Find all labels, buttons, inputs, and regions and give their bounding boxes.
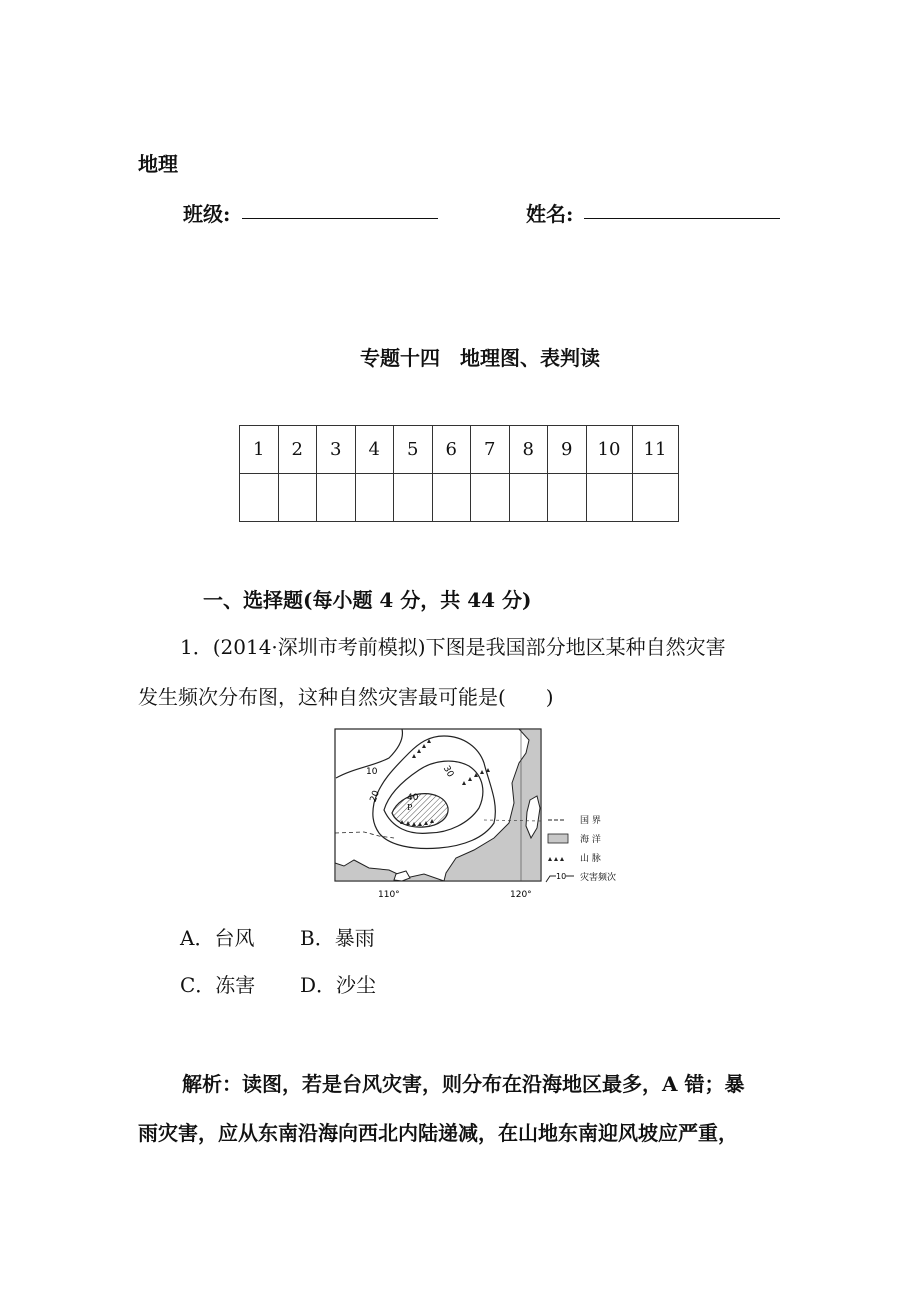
legend-mountain-icon bbox=[548, 857, 564, 861]
answer-cell[interactable] bbox=[509, 474, 548, 522]
map-legend bbox=[546, 815, 616, 883]
option-b[interactable]: B．暴雨 bbox=[300, 926, 375, 950]
legend-mountain-label: 山 脉 bbox=[580, 854, 601, 864]
table-cell-number: 3 bbox=[317, 426, 356, 474]
subject-label: 地理 bbox=[138, 152, 178, 176]
question-1-line-1: 1．(2014·深圳市考前模拟)下图是我国部分地区某种自然灾害 bbox=[180, 635, 726, 659]
option-a[interactable]: A．台风 bbox=[180, 926, 255, 950]
table-cell-number: 2 bbox=[278, 426, 317, 474]
answer-cell[interactable] bbox=[355, 474, 394, 522]
legend-contour-label: 灾害频次 bbox=[580, 873, 617, 883]
question-1-line-2: 发生频次分布图，这种自然灾害最可能是( ) bbox=[138, 685, 554, 709]
contour-label-20: 20 bbox=[368, 789, 382, 804]
section-title: 一、选择题(每小题 4 分，共 44 分) bbox=[203, 588, 532, 612]
contour-label-10: 10 bbox=[366, 767, 378, 777]
table-cell-number: 6 bbox=[432, 426, 471, 474]
answer-cell[interactable] bbox=[317, 474, 356, 522]
analysis-line-1: 解析：读图，若是台风灾害，则分布在沿海地区最多，A 错；暴 bbox=[182, 1072, 745, 1096]
table-cell-number: 8 bbox=[509, 426, 548, 474]
legend-contour-icon bbox=[546, 876, 556, 882]
disaster-frequency-map bbox=[334, 728, 634, 904]
contour-label-40: 40 bbox=[407, 793, 419, 803]
option-d[interactable]: D．沙尘 bbox=[300, 973, 377, 997]
answer-table bbox=[239, 425, 679, 522]
table-cell-number: 10 bbox=[586, 426, 632, 474]
table-cell-number: 7 bbox=[471, 426, 510, 474]
analysis-line-2: 雨灾害，应从东南沿海向西北内陆递减，在山地东南迎风坡应严重， bbox=[138, 1121, 738, 1145]
legend-contour-value: 10 bbox=[556, 872, 567, 881]
answer-cell[interactable] bbox=[394, 474, 433, 522]
table-cell-number: 9 bbox=[548, 426, 587, 474]
class-label: 班级: bbox=[183, 202, 231, 226]
topic-title: 专题十四 地理图、表判读 bbox=[360, 346, 600, 370]
legend-boundary-label: 国 界 bbox=[580, 816, 601, 826]
answer-table-answer-row bbox=[240, 474, 679, 522]
name-input-line[interactable] bbox=[584, 218, 780, 219]
answer-table-header-row bbox=[240, 426, 679, 474]
longitude-label-110: 110° bbox=[378, 890, 400, 900]
table-cell-number: 11 bbox=[632, 426, 678, 474]
table-cell-number: 4 bbox=[355, 426, 394, 474]
legend-sea-label: 海 洋 bbox=[580, 835, 601, 845]
option-c[interactable]: C．冻害 bbox=[180, 973, 256, 997]
point-p-label: P bbox=[407, 803, 413, 812]
answer-cell[interactable] bbox=[471, 474, 510, 522]
class-input-line[interactable] bbox=[242, 218, 438, 219]
answer-cell[interactable] bbox=[548, 474, 587, 522]
table-cell-number: 5 bbox=[394, 426, 433, 474]
contour-label-30: 30 bbox=[440, 764, 456, 780]
table-cell-number: 1 bbox=[240, 426, 279, 474]
name-label: 姓名: bbox=[526, 202, 574, 226]
answer-cell[interactable] bbox=[632, 474, 678, 522]
answer-cell[interactable] bbox=[240, 474, 279, 522]
longitude-label-120: 120° bbox=[510, 890, 532, 900]
answer-cell[interactable] bbox=[278, 474, 317, 522]
answer-cell[interactable] bbox=[432, 474, 471, 522]
legend-sea-icon bbox=[548, 834, 568, 843]
answer-cell[interactable] bbox=[586, 474, 632, 522]
